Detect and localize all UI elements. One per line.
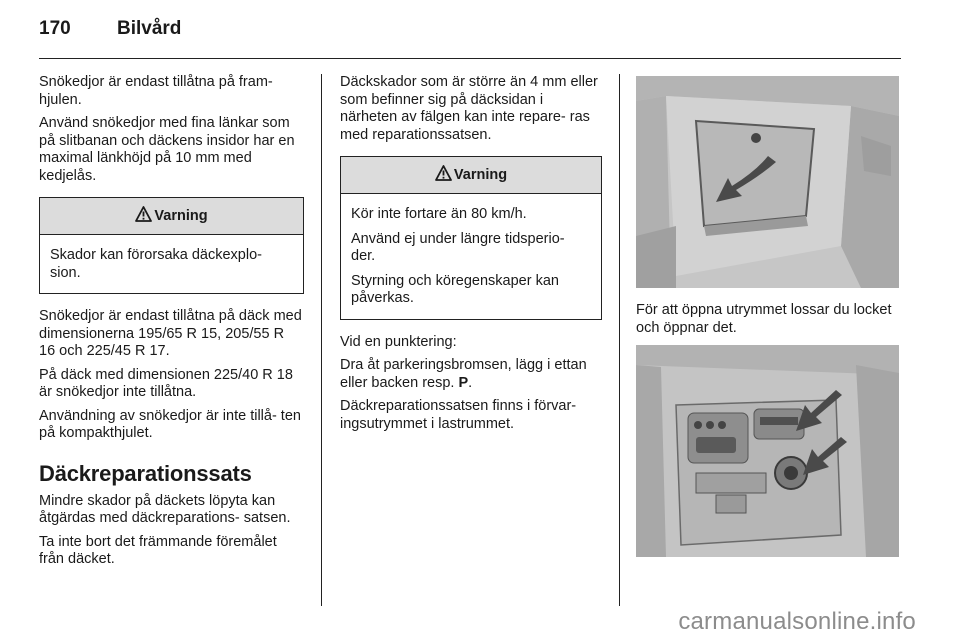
paragraph: Ta inte bort det främmande föremålet från däcket. [39,533,277,567]
section-heading: Däckreparationssats [39,460,252,486]
page-header [0,0,960,60]
repair-kit-compartment-illustration [636,345,899,557]
header-rule [39,58,901,59]
column-3 [636,74,900,557]
paragraph: Mindre skador på däckets löpyta kan åtgärdas med däckreparations‐ satsen. [39,492,291,526]
warning-body [40,235,303,293]
column-divider [619,74,620,606]
page-title: Bilvård [117,18,182,39]
warning-triangle-icon [135,206,152,226]
paragraph: Däckskador som är större än 4 mm eller som befinner sig på däcksidan i närheten av fälgen kan inte repare‐ ras med reparationssatsen. [340,74,598,143]
paragraph: Snökedjor är endast tillåtna på däck med dimensionerna 195/65 R 15, 205/55 R 16 och 225/45 R 17. [39,308,302,359]
warning-header [341,157,601,194]
warning-triangle-icon [435,165,452,185]
paragraph [340,357,602,392]
warning-line: Styrning och köregenskaper kan påverkas. [351,272,559,306]
warning-line: Kör inte fortare än 80 km/h. [351,206,527,222]
text-run: Dra åt parkeringsbromsen, lägg i ettan eller backen resp. [340,357,587,391]
warning-title: Varning [154,208,208,224]
text-run: . [468,374,473,391]
paragraph: Använd snökedjor med fina länkar som på slitbanan och däckens insidor har en maximal länkhöjd på 10 mm med kedjelås. [39,115,295,184]
page-number: 170 [39,18,71,39]
paragraph: På däck med dimensionen 225/40 R 18 är snökedjor inte tillåtna. [39,366,293,400]
trunk-floor-illustration [636,76,899,288]
warning-body [341,194,601,319]
figure-caption: För att öppna utrymmet lossar du locket och öppnar det. [636,302,892,336]
warning-box [340,156,602,320]
column-1 [39,74,304,575]
warning-title: Varning [453,167,508,183]
watermark: carmanualsonline.info [678,608,916,635]
warning-text: Skador kan förorsaka däckexplo‐ sion. [50,247,262,281]
paragraph: Snökedjor är endast tillåtna på fram‐ hjulen. [39,74,273,108]
column-2 [340,74,602,439]
paragraph: Vid en punktering: [340,333,457,350]
gear-position-p: P [458,374,469,391]
warning-box [39,197,304,294]
warning-line: Använd ej under längre tidsperio‐ der. [351,230,565,264]
paragraph: Däckreparationssatsen finns i förvar‐ ingsutrymmet i lastrummet. [340,398,577,432]
column-divider [321,74,322,606]
warning-header [40,198,303,235]
paragraph: Användning av snökedjor är inte tillå‐ ten på kompakthjulet. [39,407,301,441]
